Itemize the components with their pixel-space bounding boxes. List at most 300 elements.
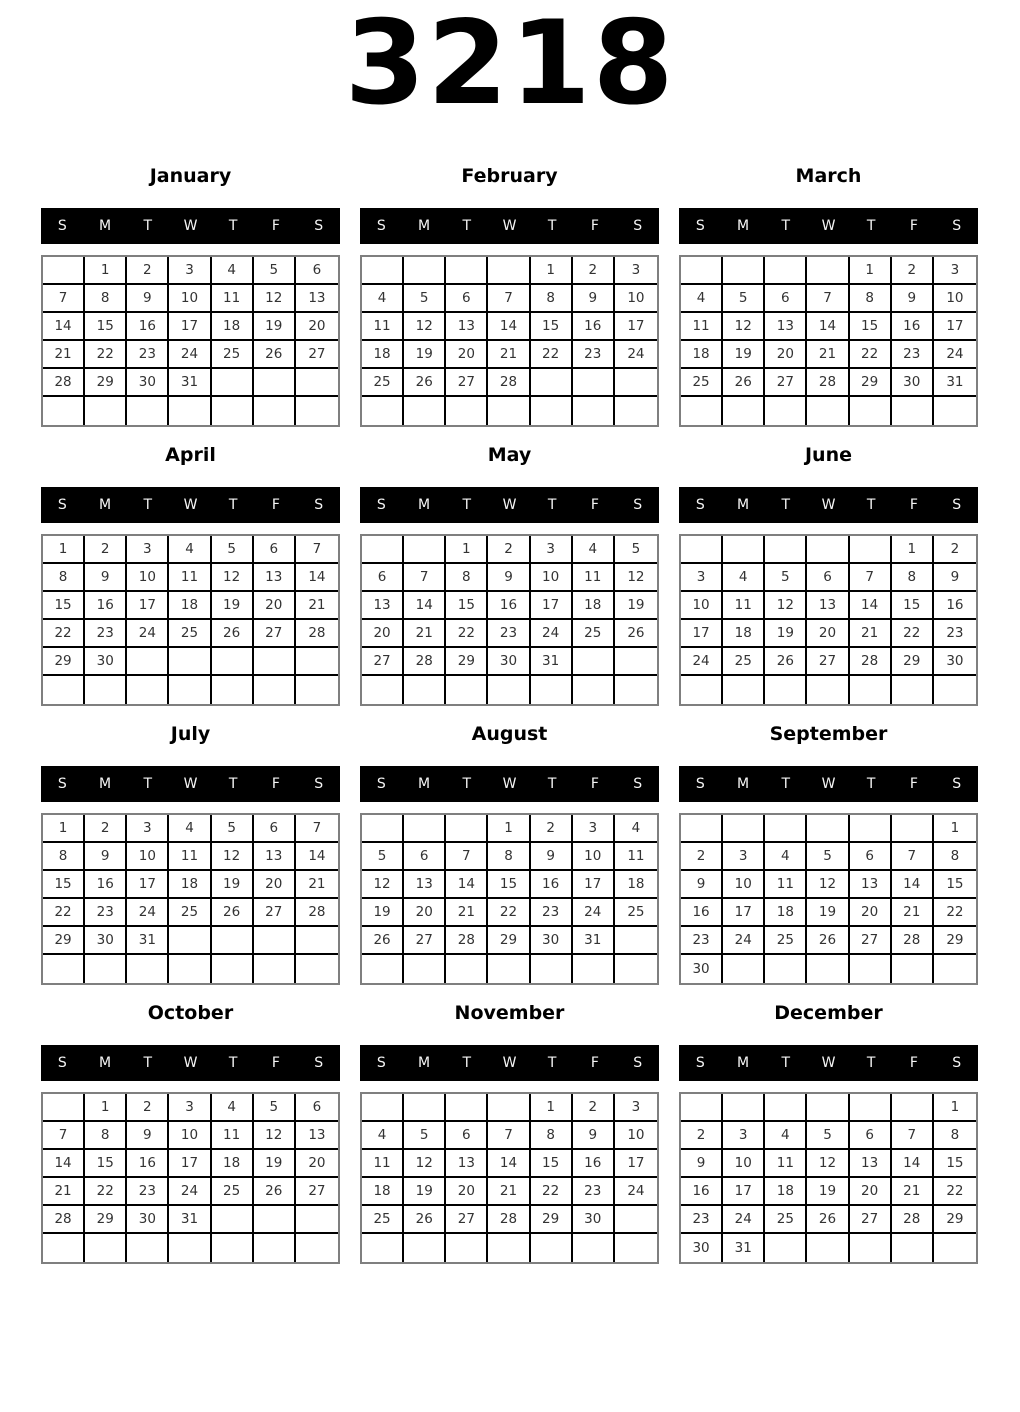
- day-cell-june-6: 6: [807, 564, 849, 592]
- dow-label: T: [547, 497, 557, 513]
- dow-label: M: [418, 1055, 431, 1071]
- day-cell-october-25: 25: [212, 1178, 254, 1206]
- day-cell-may-11: 11: [573, 564, 615, 592]
- day-cell-august-17: 17: [573, 871, 615, 899]
- day-cell-august-6: 6: [404, 843, 446, 871]
- dow-label: M: [737, 497, 750, 513]
- month-title: February: [461, 165, 558, 187]
- day-cell-november-20: 20: [446, 1178, 488, 1206]
- day-cell-february-20: 20: [446, 341, 488, 369]
- day-cell-april-17: 17: [127, 592, 169, 620]
- month-title: July: [170, 723, 211, 745]
- day-cell-december-7: 7: [892, 1122, 934, 1150]
- day-cell-empty: [488, 676, 530, 704]
- day-cell-december-28: 28: [892, 1206, 934, 1234]
- day-cell-empty: [127, 955, 169, 983]
- day-cell-january-14: 14: [43, 313, 85, 341]
- day-cell-october-4: 4: [212, 1094, 254, 1122]
- day-cell-august-13: 13: [404, 871, 446, 899]
- day-cell-may-16: 16: [488, 592, 530, 620]
- dow-label: T: [228, 776, 238, 792]
- dow-label: M: [418, 776, 431, 792]
- day-cell-november-30: 30: [573, 1206, 615, 1234]
- day-cell-february-10: 10: [615, 285, 657, 313]
- day-cell-empty: [850, 1234, 892, 1262]
- day-cell-empty: [723, 955, 765, 983]
- day-cell-july-1: 1: [43, 815, 85, 843]
- dow-label: W: [183, 776, 198, 792]
- day-cell-february-12: 12: [404, 313, 446, 341]
- day-cell-december-4: 4: [765, 1122, 807, 1150]
- day-cell-march-4: 4: [681, 285, 723, 313]
- day-cell-empty: [681, 676, 723, 704]
- month-title: October: [147, 1002, 234, 1024]
- day-cell-february-18: 18: [362, 341, 404, 369]
- day-cell-october-23: 23: [127, 1178, 169, 1206]
- day-cell-august-24: 24: [573, 899, 615, 927]
- day-cell-november-12: 12: [404, 1150, 446, 1178]
- dow-label: M: [99, 218, 112, 234]
- day-cell-december-6: 6: [850, 1122, 892, 1150]
- day-cell-october-29: 29: [85, 1206, 127, 1234]
- dow-label: S: [633, 776, 643, 792]
- day-cell-empty: [892, 1094, 934, 1122]
- day-cell-december-1: 1: [934, 1094, 976, 1122]
- dow-label: S: [57, 218, 67, 234]
- day-cell-empty: [446, 815, 488, 843]
- day-cell-august-30: 30: [531, 927, 573, 955]
- day-cell-empty: [765, 815, 807, 843]
- day-cell-january-5: 5: [254, 257, 296, 285]
- day-cell-april-30: 30: [85, 648, 127, 676]
- dow-label: T: [228, 218, 238, 234]
- day-cell-june-22: 22: [892, 620, 934, 648]
- day-cell-empty: [254, 648, 296, 676]
- day-cell-may-21: 21: [404, 620, 446, 648]
- month-title: September: [769, 723, 888, 745]
- dow-label: S: [695, 776, 705, 792]
- dow-label: S: [633, 497, 643, 513]
- day-cell-january-13: 13: [296, 285, 338, 313]
- day-cell-may-4: 4: [573, 536, 615, 564]
- day-cell-empty: [404, 397, 446, 425]
- day-cell-empty: [892, 815, 934, 843]
- day-cell-may-31: 31: [531, 648, 573, 676]
- day-cell-empty: [296, 397, 338, 425]
- day-cell-june-1: 1: [892, 536, 934, 564]
- day-grid: [360, 1092, 659, 1264]
- day-cell-january-7: 7: [43, 285, 85, 313]
- day-cell-september-16: 16: [681, 899, 723, 927]
- day-cell-august-27: 27: [404, 927, 446, 955]
- day-cell-empty: [446, 676, 488, 704]
- day-cell-october-10: 10: [169, 1122, 211, 1150]
- dow-label: S: [376, 776, 386, 792]
- day-cell-empty: [404, 1234, 446, 1262]
- day-cell-march-14: 14: [807, 313, 849, 341]
- day-cell-empty: [254, 369, 296, 397]
- day-cell-december-27: 27: [850, 1206, 892, 1234]
- day-cell-may-23: 23: [488, 620, 530, 648]
- day-cell-empty: [362, 1234, 404, 1262]
- day-cell-february-13: 13: [446, 313, 488, 341]
- dow-label: S: [633, 218, 643, 234]
- day-cell-july-8: 8: [43, 843, 85, 871]
- day-cell-october-30: 30: [127, 1206, 169, 1234]
- day-cell-january-21: 21: [43, 341, 85, 369]
- day-cell-empty: [531, 369, 573, 397]
- day-cell-may-12: 12: [615, 564, 657, 592]
- day-cell-june-25: 25: [723, 648, 765, 676]
- day-cell-july-5: 5: [212, 815, 254, 843]
- dow-label: T: [781, 497, 791, 513]
- day-cell-october-14: 14: [43, 1150, 85, 1178]
- day-cell-march-23: 23: [892, 341, 934, 369]
- day-cell-empty: [807, 955, 849, 983]
- day-cell-may-26: 26: [615, 620, 657, 648]
- month-july: [41, 708, 340, 983]
- day-cell-august-26: 26: [362, 927, 404, 955]
- day-cell-empty: [488, 1234, 530, 1262]
- day-cell-august-23: 23: [531, 899, 573, 927]
- day-cell-august-3: 3: [573, 815, 615, 843]
- dow-label: T: [547, 218, 557, 234]
- day-cell-november-14: 14: [488, 1150, 530, 1178]
- day-cell-empty: [892, 676, 934, 704]
- day-cell-december-10: 10: [723, 1150, 765, 1178]
- day-cell-september-6: 6: [850, 843, 892, 871]
- day-cell-june-13: 13: [807, 592, 849, 620]
- day-cell-june-29: 29: [892, 648, 934, 676]
- day-cell-june-24: 24: [681, 648, 723, 676]
- month-june: [679, 429, 978, 704]
- day-cell-december-12: 12: [807, 1150, 849, 1178]
- day-cell-empty: [446, 1234, 488, 1262]
- day-cell-december-22: 22: [934, 1178, 976, 1206]
- day-cell-november-6: 6: [446, 1122, 488, 1150]
- day-cell-december-31: 31: [723, 1234, 765, 1262]
- day-cell-may-14: 14: [404, 592, 446, 620]
- day-cell-empty: [43, 257, 85, 285]
- day-cell-july-25: 25: [169, 899, 211, 927]
- day-cell-empty: [615, 648, 657, 676]
- day-cell-november-3: 3: [615, 1094, 657, 1122]
- month-title: April: [165, 444, 216, 466]
- day-of-week-header: [360, 208, 659, 244]
- day-cell-empty: [212, 397, 254, 425]
- day-grid: [679, 813, 978, 985]
- day-of-week-header: [360, 1045, 659, 1081]
- day-cell-february-14: 14: [488, 313, 530, 341]
- day-cell-november-26: 26: [404, 1206, 446, 1234]
- day-cell-empty: [765, 397, 807, 425]
- day-cell-empty: [807, 1234, 849, 1262]
- day-cell-empty: [934, 397, 976, 425]
- day-cell-november-16: 16: [573, 1150, 615, 1178]
- month-march: [679, 150, 978, 425]
- day-cell-august-12: 12: [362, 871, 404, 899]
- day-cell-empty: [850, 1094, 892, 1122]
- day-cell-empty: [934, 955, 976, 983]
- day-of-week-header: [360, 487, 659, 523]
- day-cell-july-18: 18: [169, 871, 211, 899]
- day-grid: [360, 255, 659, 427]
- month-may: [360, 429, 659, 704]
- day-cell-october-26: 26: [254, 1178, 296, 1206]
- day-cell-february-22: 22: [531, 341, 573, 369]
- day-cell-december-30: 30: [681, 1234, 723, 1262]
- day-grid: [360, 813, 659, 985]
- day-cell-march-25: 25: [681, 369, 723, 397]
- dow-label: S: [695, 497, 705, 513]
- day-cell-empty: [723, 676, 765, 704]
- dow-label: F: [590, 497, 599, 513]
- day-grid: [41, 1092, 340, 1264]
- day-cell-january-24: 24: [169, 341, 211, 369]
- day-cell-empty: [488, 1094, 530, 1122]
- day-cell-june-20: 20: [807, 620, 849, 648]
- day-cell-empty: [573, 676, 615, 704]
- day-of-week-header: [679, 766, 978, 802]
- day-cell-may-27: 27: [362, 648, 404, 676]
- day-cell-july-17: 17: [127, 871, 169, 899]
- day-cell-empty: [296, 648, 338, 676]
- day-cell-empty: [127, 676, 169, 704]
- day-cell-january-30: 30: [127, 369, 169, 397]
- day-cell-november-25: 25: [362, 1206, 404, 1234]
- day-cell-july-19: 19: [212, 871, 254, 899]
- dow-label: M: [99, 776, 112, 792]
- day-cell-february-21: 21: [488, 341, 530, 369]
- day-cell-empty: [362, 257, 404, 285]
- day-cell-empty: [807, 536, 849, 564]
- dow-label: T: [462, 1055, 472, 1071]
- day-cell-july-12: 12: [212, 843, 254, 871]
- day-cell-may-18: 18: [573, 592, 615, 620]
- day-cell-december-15: 15: [934, 1150, 976, 1178]
- day-cell-march-6: 6: [765, 285, 807, 313]
- day-cell-october-18: 18: [212, 1150, 254, 1178]
- day-cell-empty: [446, 397, 488, 425]
- day-cell-august-22: 22: [488, 899, 530, 927]
- day-cell-march-22: 22: [850, 341, 892, 369]
- day-cell-january-18: 18: [212, 313, 254, 341]
- day-cell-march-2: 2: [892, 257, 934, 285]
- day-cell-empty: [254, 1206, 296, 1234]
- dow-label: F: [271, 1055, 280, 1071]
- day-cell-empty: [615, 676, 657, 704]
- day-cell-september-3: 3: [723, 843, 765, 871]
- year-title: 3218: [344, 0, 676, 131]
- day-cell-empty: [362, 397, 404, 425]
- month-title: August: [471, 723, 548, 745]
- day-cell-december-2: 2: [681, 1122, 723, 1150]
- day-cell-january-17: 17: [169, 313, 211, 341]
- day-cell-august-4: 4: [615, 815, 657, 843]
- dow-label: S: [57, 497, 67, 513]
- day-cell-october-19: 19: [254, 1150, 296, 1178]
- day-cell-empty: [934, 1234, 976, 1262]
- day-cell-july-28: 28: [296, 899, 338, 927]
- day-cell-february-1: 1: [531, 257, 573, 285]
- day-cell-january-20: 20: [296, 313, 338, 341]
- dow-label: S: [633, 1055, 643, 1071]
- dow-label: W: [821, 1055, 836, 1071]
- dow-label: F: [909, 497, 918, 513]
- day-cell-march-5: 5: [723, 285, 765, 313]
- day-cell-may-10: 10: [531, 564, 573, 592]
- day-cell-may-29: 29: [446, 648, 488, 676]
- dow-label: F: [909, 1055, 918, 1071]
- day-cell-june-3: 3: [681, 564, 723, 592]
- day-cell-april-19: 19: [212, 592, 254, 620]
- dow-label: W: [821, 497, 836, 513]
- day-cell-august-16: 16: [531, 871, 573, 899]
- day-cell-july-26: 26: [212, 899, 254, 927]
- day-cell-december-3: 3: [723, 1122, 765, 1150]
- day-grid: [41, 813, 340, 985]
- day-cell-april-1: 1: [43, 536, 85, 564]
- day-cell-empty: [85, 955, 127, 983]
- dow-label: M: [418, 218, 431, 234]
- day-cell-may-8: 8: [446, 564, 488, 592]
- day-cell-december-5: 5: [807, 1122, 849, 1150]
- day-cell-april-26: 26: [212, 620, 254, 648]
- dow-label: T: [462, 218, 472, 234]
- day-cell-january-16: 16: [127, 313, 169, 341]
- day-cell-empty: [681, 257, 723, 285]
- day-of-week-header: [679, 208, 978, 244]
- day-cell-march-18: 18: [681, 341, 723, 369]
- day-cell-december-21: 21: [892, 1178, 934, 1206]
- day-cell-june-27: 27: [807, 648, 849, 676]
- day-cell-september-11: 11: [765, 871, 807, 899]
- day-cell-empty: [43, 1094, 85, 1122]
- day-cell-august-5: 5: [362, 843, 404, 871]
- day-cell-june-17: 17: [681, 620, 723, 648]
- day-cell-empty: [254, 927, 296, 955]
- day-cell-march-13: 13: [765, 313, 807, 341]
- day-cell-june-28: 28: [850, 648, 892, 676]
- day-cell-empty: [362, 815, 404, 843]
- day-cell-empty: [850, 815, 892, 843]
- day-cell-january-27: 27: [296, 341, 338, 369]
- day-cell-empty: [765, 676, 807, 704]
- day-cell-march-16: 16: [892, 313, 934, 341]
- day-cell-empty: [723, 257, 765, 285]
- dow-label: T: [462, 497, 472, 513]
- day-cell-empty: [807, 257, 849, 285]
- day-cell-empty: [212, 927, 254, 955]
- day-cell-empty: [807, 1094, 849, 1122]
- dow-label: T: [781, 218, 791, 234]
- day-cell-april-3: 3: [127, 536, 169, 564]
- day-cell-empty: [446, 257, 488, 285]
- day-cell-empty: [807, 397, 849, 425]
- day-cell-empty: [85, 1234, 127, 1262]
- dow-label: S: [952, 218, 962, 234]
- day-cell-june-12: 12: [765, 592, 807, 620]
- day-cell-august-19: 19: [362, 899, 404, 927]
- day-cell-june-7: 7: [850, 564, 892, 592]
- day-cell-november-9: 9: [573, 1122, 615, 1150]
- day-cell-empty: [212, 369, 254, 397]
- day-cell-november-2: 2: [573, 1094, 615, 1122]
- dow-label: F: [590, 1055, 599, 1071]
- day-cell-february-25: 25: [362, 369, 404, 397]
- day-cell-june-4: 4: [723, 564, 765, 592]
- day-cell-january-1: 1: [85, 257, 127, 285]
- day-cell-march-26: 26: [723, 369, 765, 397]
- day-cell-april-25: 25: [169, 620, 211, 648]
- day-cell-july-31: 31: [127, 927, 169, 955]
- day-cell-empty: [765, 257, 807, 285]
- day-cell-june-8: 8: [892, 564, 934, 592]
- dow-label: S: [314, 1055, 324, 1071]
- dow-label: M: [418, 497, 431, 513]
- day-grid: [679, 1092, 978, 1264]
- day-cell-november-4: 4: [362, 1122, 404, 1150]
- day-cell-empty: [892, 1234, 934, 1262]
- day-cell-empty: [615, 1234, 657, 1262]
- day-cell-august-18: 18: [615, 871, 657, 899]
- day-cell-empty: [404, 676, 446, 704]
- dow-label: S: [57, 776, 67, 792]
- day-cell-empty: [362, 955, 404, 983]
- day-cell-march-12: 12: [723, 313, 765, 341]
- day-cell-empty: [85, 676, 127, 704]
- day-cell-empty: [404, 536, 446, 564]
- day-cell-empty: [43, 397, 85, 425]
- day-cell-empty: [362, 536, 404, 564]
- dow-label: T: [866, 218, 876, 234]
- day-cell-empty: [892, 397, 934, 425]
- day-of-week-header: [41, 1045, 340, 1081]
- month-august: [360, 708, 659, 983]
- month-october: [41, 987, 340, 1262]
- day-cell-december-17: 17: [723, 1178, 765, 1206]
- day-cell-empty: [934, 676, 976, 704]
- day-cell-november-1: 1: [531, 1094, 573, 1122]
- day-cell-empty: [723, 1094, 765, 1122]
- day-cell-september-9: 9: [681, 871, 723, 899]
- day-cell-empty: [531, 397, 573, 425]
- day-cell-january-31: 31: [169, 369, 211, 397]
- day-cell-december-13: 13: [850, 1150, 892, 1178]
- day-cell-october-22: 22: [85, 1178, 127, 1206]
- day-cell-november-23: 23: [573, 1178, 615, 1206]
- day-cell-february-16: 16: [573, 313, 615, 341]
- day-cell-august-7: 7: [446, 843, 488, 871]
- day-cell-march-24: 24: [934, 341, 976, 369]
- dow-label: T: [228, 1055, 238, 1071]
- day-of-week-header: [41, 766, 340, 802]
- day-cell-empty: [296, 369, 338, 397]
- day-cell-january-29: 29: [85, 369, 127, 397]
- day-cell-april-18: 18: [169, 592, 211, 620]
- day-cell-february-26: 26: [404, 369, 446, 397]
- day-cell-january-25: 25: [212, 341, 254, 369]
- day-cell-october-15: 15: [85, 1150, 127, 1178]
- day-cell-december-8: 8: [934, 1122, 976, 1150]
- day-cell-may-28: 28: [404, 648, 446, 676]
- dow-label: W: [502, 776, 517, 792]
- day-cell-january-23: 23: [127, 341, 169, 369]
- day-cell-april-13: 13: [254, 564, 296, 592]
- month-title: June: [804, 444, 852, 466]
- day-cell-january-26: 26: [254, 341, 296, 369]
- dow-label: M: [737, 1055, 750, 1071]
